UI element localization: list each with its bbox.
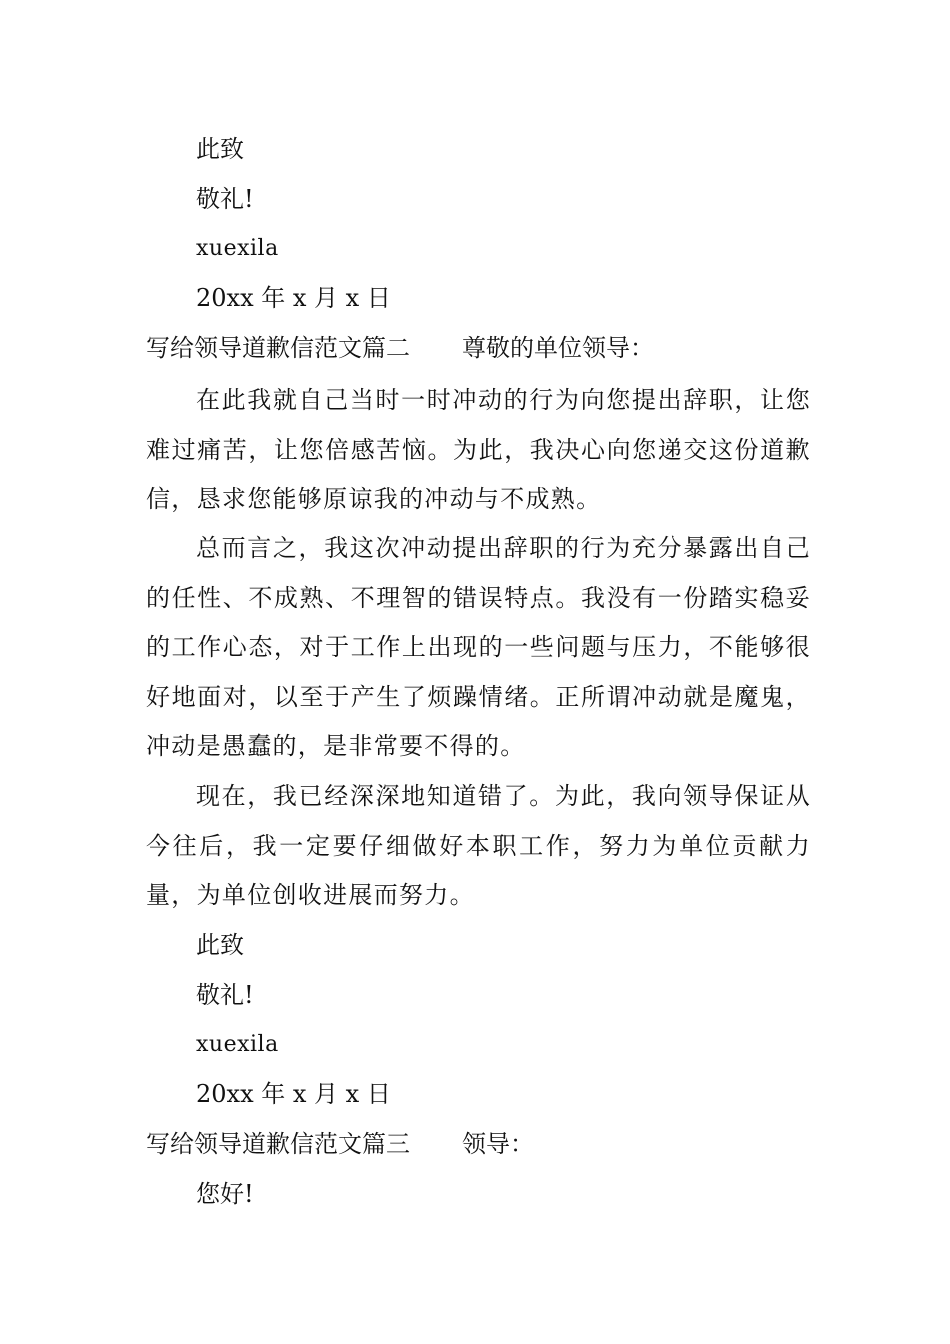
section-heading [146,1128,811,1160]
closing-line: 此致 [196,135,244,163]
body-paragraph: 在此我就自己当时一时冲动的行为向您提出辞职，让您难过痛苦，让您倍感苦恼。为此，我决心向您递交这份道歉信，恳求您能够原谅我的冲动与不成熟。 [146,386,811,513]
salute-line: 敬礼! [196,185,254,213]
section-heading [146,332,811,364]
signature-line: xuexila [196,236,279,261]
section-greeting: 尊敬的单位领导： [462,334,654,362]
section-greeting: 领导： [462,1130,534,1158]
section-title: 写给领导道歉信范文篇三 [146,1130,410,1158]
salute-line: 敬礼! [196,981,254,1009]
closing-line: 此致 [196,931,244,959]
section-title: 写给领导道歉信范文篇二 [146,334,410,362]
signature-line: xuexila [196,1032,279,1057]
body-paragraph: 总而言之，我这次冲动提出辞职的行为充分暴露出自己的任性、不成熟、不理智的错误特点。我没有一份踏实稳妥的工作心态，对于工作上出现的一些问题与压力，不能够很好地面对，以至于产生了烦躁情绪。正所谓冲动就是魔鬼，冲动是愚蠢的，是非常要不得的。 [146,534,811,760]
date-line: 20xx 年 x 月 x 日 [196,1080,391,1108]
opening-line: 您好! [196,1180,254,1208]
body-paragraph: 现在，我已经深深地知道错了。为此，我向领导保证从今往后，我一定要仔细做好本职工作，努力为单位贡献力量，为单位创收进展而努力。 [146,782,811,909]
date-line: 20xx 年 x 月 x 日 [196,284,391,312]
